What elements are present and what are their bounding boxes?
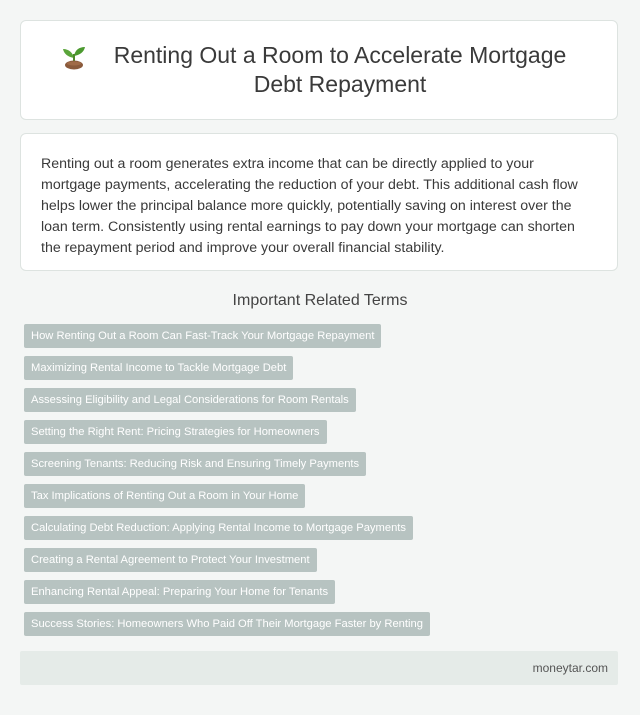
- related-term-tag[interactable]: Maximizing Rental Income to Tackle Mortgage Debt: [24, 356, 293, 380]
- related-terms-list: [24, 324, 616, 644]
- title-card: [20, 20, 618, 120]
- related-term-tag[interactable]: Success Stories: Homeowners Who Paid Off Their Mortgage Faster by Renting: [24, 612, 430, 636]
- footer: [20, 651, 618, 685]
- related-term-tag[interactable]: Tax Implications of Renting Out a Room in Your Home: [24, 484, 305, 508]
- related-term-tag[interactable]: Creating a Rental Agreement to Protect Your Investment: [24, 548, 317, 572]
- page-title: Renting Out a Room to Accelerate Mortgage Debt Repayment: [113, 42, 567, 97]
- summary-text: Renting out a room generates extra income that can be directly applied to your mortgage payments, accelerating the reduction of your debt. This additional cash flow helps lower the principal balance more quickly, potentially saving on interest over the loan term. Consistently using rental earnings to pay down your mortgage can shorten the repayment period and improve your overall financial stability.: [41, 156, 578, 256]
- site-link[interactable]: moneytar.com: [532, 661, 608, 675]
- related-terms-heading: Important Related Terms: [232, 292, 408, 309]
- summary-card: [20, 133, 618, 271]
- related-term-tag[interactable]: Calculating Debt Reduction: Applying Rental Income to Mortgage Payments: [24, 516, 413, 540]
- title-wrap: [59, 41, 579, 99]
- related-term-tag[interactable]: Enhancing Rental Appeal: Preparing Your Home for Tenants: [24, 580, 335, 604]
- related-term-tag[interactable]: Assessing Eligibility and Legal Considerations for Room Rentals: [24, 388, 356, 412]
- related-term-tag[interactable]: How Renting Out a Room Can Fast-Track Your Mortgage Repayment: [24, 324, 381, 348]
- related-term-tag[interactable]: Screening Tenants: Reducing Risk and Ensuring Timely Payments: [24, 452, 366, 476]
- seedling-icon: [59, 41, 89, 71]
- related-term-tag[interactable]: Setting the Right Rent: Pricing Strategies for Homeowners: [24, 420, 327, 444]
